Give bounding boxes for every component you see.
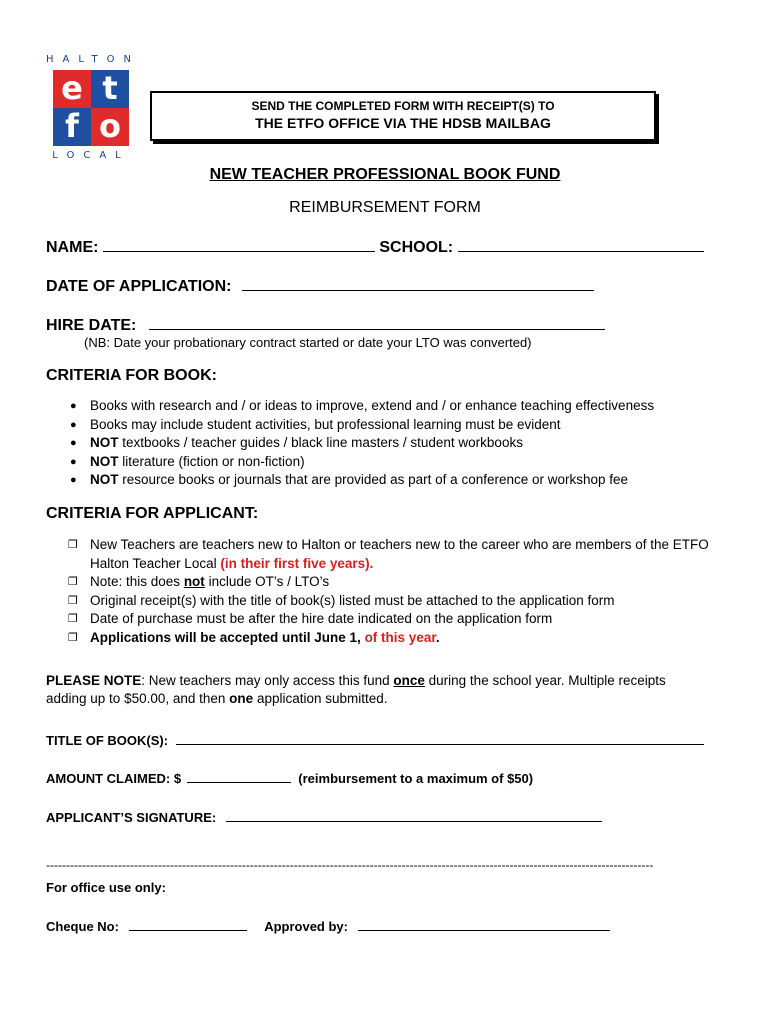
date-row (46, 276, 594, 296)
send-instructions-box (150, 91, 656, 141)
school-label: SCHOOL: (379, 239, 454, 256)
signature-field[interactable] (226, 807, 602, 822)
checkbox-bullet-icon: ❐ (68, 631, 78, 644)
office-divider: -------------------------------------------------------------------------------------------------------------------------------------------------------- (46, 858, 654, 872)
hire-label: HIRE DATE: (46, 317, 137, 334)
signature-row (46, 807, 602, 825)
logo-bottom-text: LOCAL (52, 150, 130, 161)
hire-row (46, 315, 605, 335)
signature-label: APPLICANT’S SIGNATURE: (46, 810, 217, 825)
bullet-icon: ● (70, 474, 77, 486)
school-field[interactable] (458, 237, 704, 252)
bullet-icon: ● (70, 400, 77, 412)
list-item: ❐ Original receipt(s) with the title of book(s) listed must be attached to the application form (46, 592, 736, 611)
bullet-icon: ● (70, 437, 77, 449)
list-item: ● Books may include student activities, but professional learning must be evident (46, 416, 746, 435)
title-books-label: TITLE OF BOOK(S): (46, 733, 169, 748)
bullet-icon: ● (70, 455, 77, 468)
send-line-2: THE ETFO OFFICE VIA THE HDSB MAILBAG (255, 115, 551, 131)
logo-letter-e: e (53, 70, 91, 108)
criteria-applicant-heading: CRITERIA FOR APPLICANT: (46, 505, 259, 522)
hire-field[interactable] (149, 315, 605, 330)
checkbox-bullet-icon: ❐ (68, 539, 78, 551)
list-item: ❐ Date of purchase must be after the hire date indicated on the application form (46, 610, 736, 629)
office-row (46, 916, 610, 934)
list-item: ● NOT textbooks / teacher guides / black line masters / student workbooks (46, 434, 746, 453)
list-item: ● NOT resource books or journals that are provided as part of a conference or workshop fee (46, 471, 746, 490)
date-field[interactable] (242, 276, 594, 291)
title-books-row (46, 730, 704, 748)
please-note-label: PLEASE NOTE (46, 673, 142, 688)
amount-field[interactable] (187, 768, 291, 783)
logo-top-text: HALTON (46, 54, 141, 65)
amount-note: (reimbursement to a maximum of $50) (298, 771, 534, 786)
bullet-icon: ● (70, 418, 77, 431)
list-item: ● NOT literature (fiction or non-fiction) (46, 453, 746, 472)
logo-letter-o: o (91, 108, 129, 146)
form-title: NEW TEACHER PROFESSIONAL BOOK FUND (209, 166, 561, 183)
checkbox-bullet-icon: ❐ (68, 613, 78, 625)
list-item: ❐ Note: this does not include OT’s / LTO’s (46, 573, 736, 592)
cheque-field[interactable] (129, 916, 247, 931)
checkbox-bullet-icon: ❐ (68, 576, 78, 588)
office-use-heading: For office use only: (46, 880, 166, 895)
please-note-paragraph: PLEASE NOTE: New teachers may only access this fund once during the school year. Multiple receipts adding up to $50.00, and then one application submitted. (46, 673, 666, 706)
send-line-1: SEND THE COMPLETED FORM WITH RECEIPT(S) TO (251, 99, 555, 113)
list-item: ❐ New Teachers are teachers new to Halton or teachers new to the career who are members of the ETFO Halton Teacher Local (in their first five years). (68, 537, 709, 571)
form-subtitle: REIMBURSEMENT FORM (289, 199, 481, 216)
logo-grid (53, 70, 129, 146)
amount-label: AMOUNT CLAIMED: $ (46, 771, 182, 786)
criteria-book-list (46, 397, 746, 490)
criteria-applicant-list (46, 536, 736, 647)
list-item: ❐ Applications will be accepted until June 1, of this year. (46, 629, 736, 648)
approved-field[interactable] (358, 916, 610, 931)
name-field[interactable] (103, 237, 375, 252)
etfo-halton-logo (46, 54, 141, 166)
title-books-field[interactable] (176, 730, 704, 745)
cheque-label: Cheque No: (46, 919, 119, 934)
name-label: NAME: (46, 239, 99, 256)
checkbox-bullet-icon: ❐ (68, 594, 78, 607)
name-row (46, 237, 704, 257)
list-item: ● Books with research and / or ideas to improve, extend and / or enhance teaching effectiveness (46, 397, 746, 416)
logo-letter-f: f (53, 108, 91, 146)
approved-label: Approved by: (264, 919, 348, 934)
logo-letter-t: t (91, 70, 129, 108)
date-label: DATE OF APPLICATION: (46, 278, 232, 295)
amount-row (46, 768, 533, 786)
hire-note: (NB: Date your probationary contract started or date your LTO was converted) (84, 335, 532, 350)
criteria-book-heading: CRITERIA FOR BOOK: (46, 367, 217, 384)
